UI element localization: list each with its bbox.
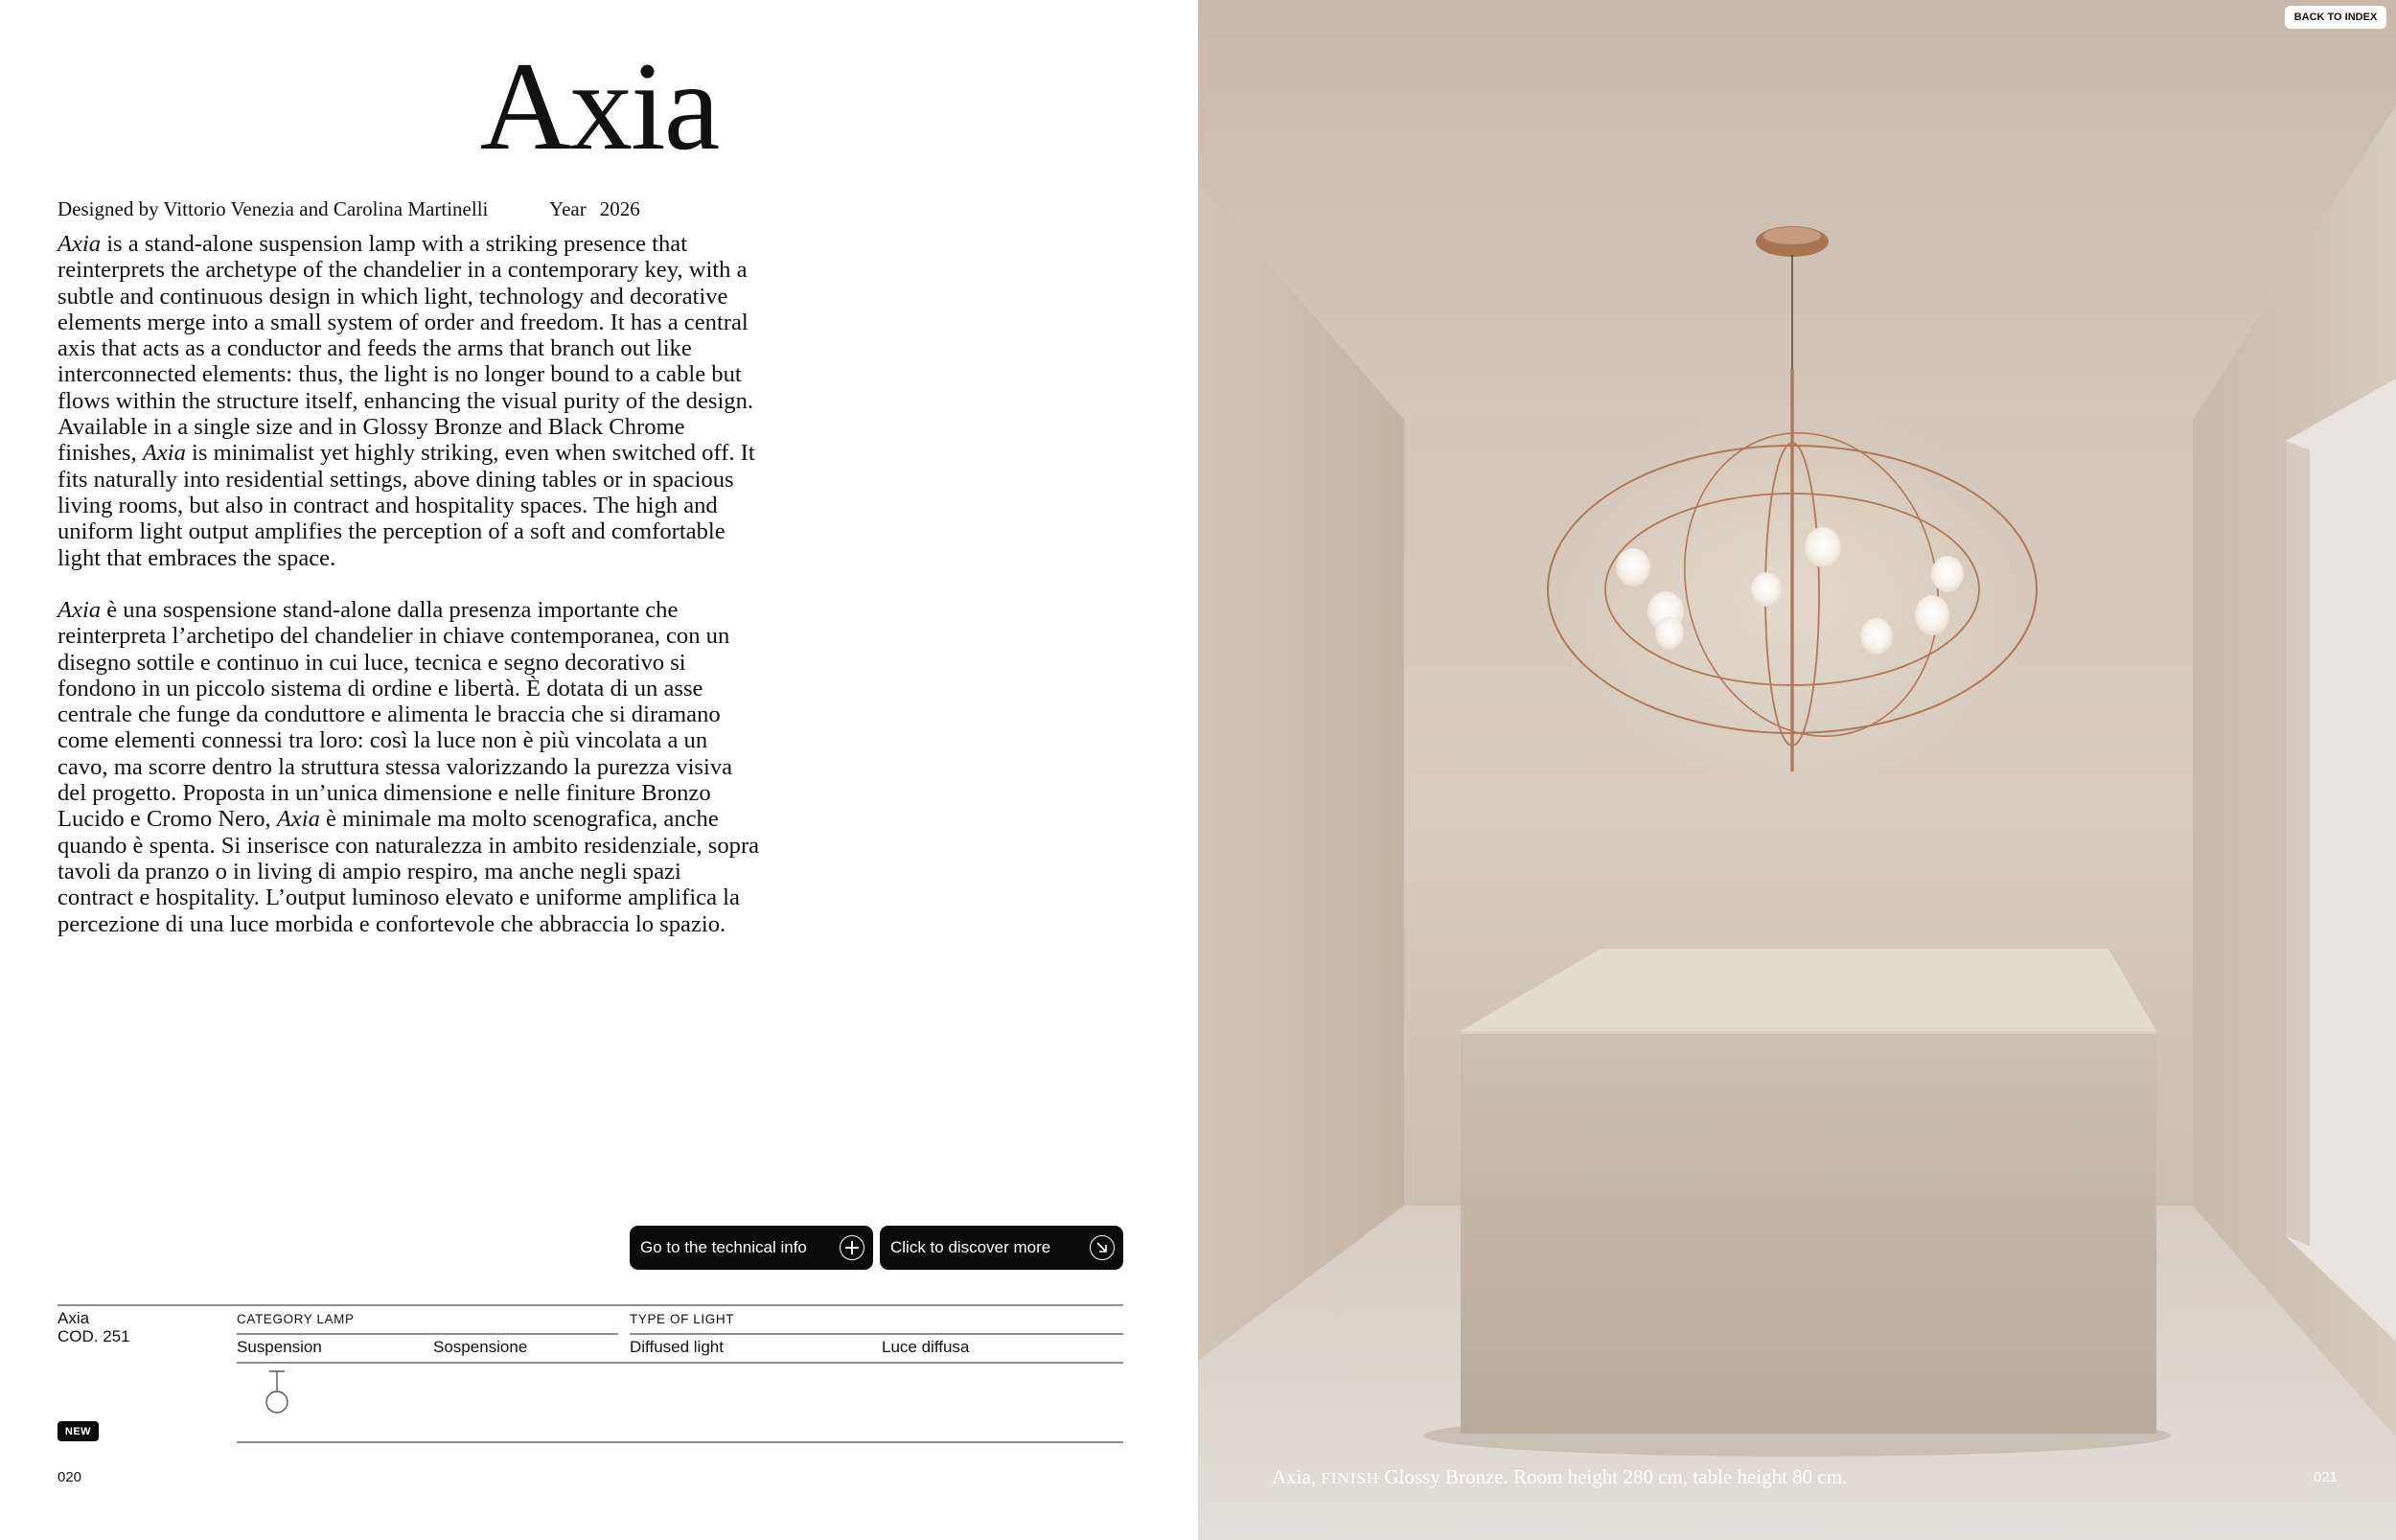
description-text: è una sospensione stand-alone dalla presenza importante che reinterpreta l’archetipo del chandelier in chiave contemporanea, con un disegno sottile e continuo in cui luce, tecnica e segno decorativo si fondono in un piccolo sistema di ordine e libertà. È dotata di un asse centrale che funge da conduttore e alimenta le braccia che si diramano come elementi connessi tra loro: così la luce non è più vincolata a un cavo, ma scorre dentro la struttura stessa valorizzando la purezza visiva del progetto. Proposta in un’unica dimensione e nelle finiture Bronzo Lucido e Cromo Nero, — [58, 597, 733, 833]
discover-more-button[interactable] — [880, 1226, 1123, 1270]
light-italian: Luce diffusa — [882, 1338, 970, 1356]
category-english: Suspension — [237, 1338, 322, 1356]
page-number-right: 021 — [2314, 1469, 2338, 1485]
year-value: 2026 — [599, 197, 640, 220]
category-header: CATEGORY LAMP — [237, 1312, 355, 1326]
description-italian — [58, 597, 762, 937]
new-badge: NEW — [58, 1421, 99, 1441]
photo-caption — [1272, 1465, 1847, 1489]
technical-info-label: Go to the technical info — [640, 1238, 807, 1256]
table-rule — [630, 1333, 1123, 1335]
page-title: Axia — [479, 35, 719, 176]
light-type-header: TYPE OF LIGHT — [630, 1312, 735, 1326]
year-info — [549, 197, 640, 221]
discover-more-label: Click to discover more — [890, 1238, 1051, 1256]
spec-product-name: Axia — [58, 1309, 90, 1327]
table-rule — [58, 1304, 1123, 1306]
table-rule — [237, 1362, 1123, 1364]
designer-credit: Designed by Vittorio Venezia and Carolina Martinelli — [58, 197, 489, 220]
table-rule — [237, 1441, 1123, 1443]
description-english — [58, 231, 762, 571]
light-english: Diffused light — [630, 1338, 724, 1356]
page-number-left: 020 — [58, 1469, 82, 1485]
back-to-index-button[interactable]: BACK TO INDEX — [2285, 6, 2386, 29]
description-text: is a stand-alone suspension lamp with a striking presence that reinterprets the archetype of the chandelier in a contemporary key, with a subtle and continuous design in which light, technology and decorative elements merge into a small system of order and freedom. It has a central axis that acts as a conductor and feeds the arms that branch out like interconnected elements: thus, the light is no longer bound to a cable but flows within the structure itself, enhancing the visual purity of the design. Available in a single size and in Glossy Bronze and Black Chrome finishes, — [58, 231, 754, 467]
product-name-italic: Axia — [58, 597, 102, 623]
year-label: Year — [549, 197, 587, 220]
arrow-down-right-icon — [1090, 1235, 1115, 1260]
technical-info-button[interactable] — [630, 1226, 873, 1270]
description-text: is minimalist yet highly striking, even when switched off. It fits naturally into residential settings, above dining tables or in spacious living rooms, but also in contract and hospitality spaces. The high and uniform light output amplifies the perception of a soft and comfortable light that embraces the space. — [58, 440, 755, 571]
plus-icon — [840, 1235, 864, 1260]
caption-text: Axia, — [1272, 1465, 1322, 1488]
product-name-italic: Axia — [276, 806, 320, 833]
caption-text: Glossy Bronze. Room height 280 cm, table height 80 cm. — [1379, 1465, 1848, 1488]
caption-finish-label: FINISH — [1321, 1469, 1380, 1487]
table-rule — [237, 1333, 618, 1335]
category-italian: Sospensione — [433, 1338, 528, 1356]
suspension-lamp-icon — [261, 1369, 293, 1415]
product-name-italic: Axia — [142, 440, 186, 467]
product-name-italic: Axia — [58, 231, 102, 257]
interior-scene-image — [1198, 0, 2396, 1540]
description-text: è minimale ma molto scenografica, anche quando è spenta. Si inserisce con naturalezza in ambito residenziale, sopra tavoli da pranzo o in living di ampio respiro, ma anche negli spazi contract e hospitality. L’output luminoso elevato e uniforme amplifica la percezione di una luce morbida e confortevole che abbraccia lo spazio. — [58, 806, 760, 937]
product-photo — [1198, 0, 2396, 1540]
spec-product-code: COD. 251 — [58, 1327, 130, 1345]
